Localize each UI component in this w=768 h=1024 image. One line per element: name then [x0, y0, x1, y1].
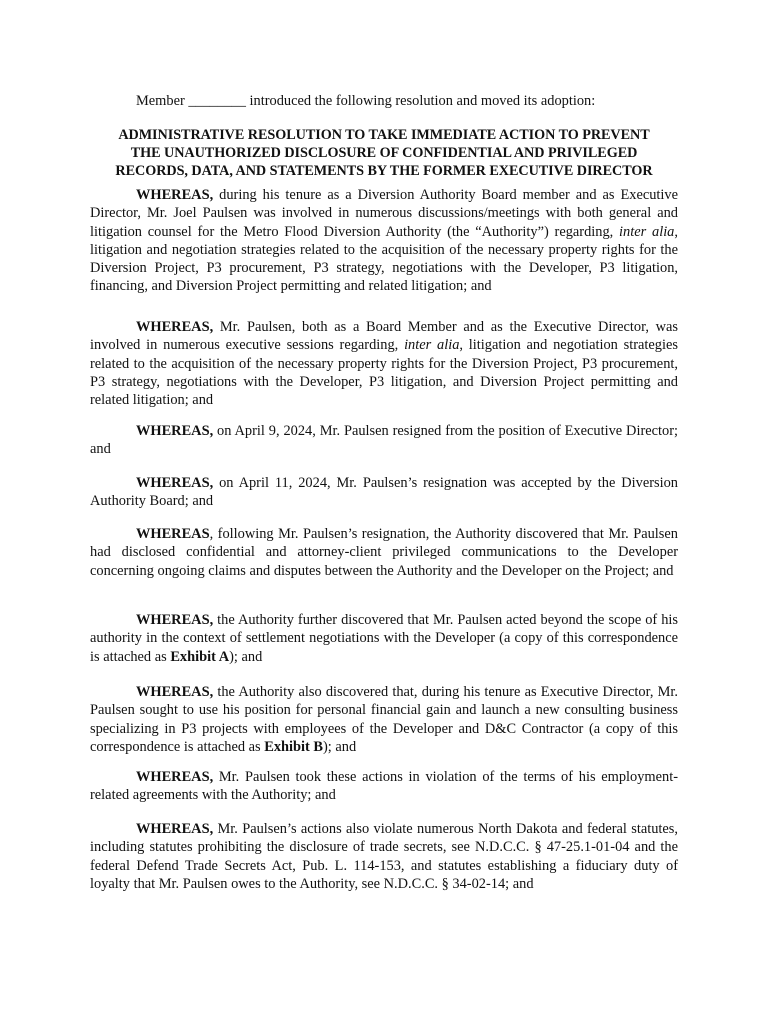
title-line-2: THE UNAUTHORIZED DISCLOSURE OF CONFIDENTIAL AND PRIVILEGED	[130, 145, 638, 161]
whereas-paragraph-5: WHEREAS, following Mr. Paulsen’s resignation, the Authority discovered that Mr. Paulsen had disclosed confidential and attorney-client privileged communications to the Developer concerning ongoing claims and disputes between the Authority and the Developer on the Project; and	[90, 526, 678, 579]
resolution-title	[90, 126, 678, 180]
exhibit-b-ref: Exhibit B	[264, 738, 324, 755]
whereas-keyword: WHEREAS,	[136, 475, 214, 491]
exhibit-a-ref: Exhibit A	[170, 648, 230, 665]
title-line-3: RECORDS, DATA, AND STATEMENTS BY THE FORMER EXECUTIVE DIRECTOR	[115, 163, 653, 179]
whereas-paragraph-8: WHEREAS, Mr. Paulsen took these actions in violation of the terms of his employment-related agreements with the Authority; and	[90, 769, 678, 804]
intro-line: Member ________ introduced the following resolution and moved its adoption:	[136, 93, 596, 109]
whereas-keyword: WHEREAS	[136, 526, 210, 542]
whereas-keyword: WHEREAS,	[136, 319, 214, 335]
whereas-paragraph-1: WHEREAS, during his tenure as a Diversion Authority Board member and as Executive Director, Mr. Joel Paulsen was involved in numerous discussions/meetings with both general and litigation counsel for the Metro Flood Diversion Authority (the “Authority”) regarding, inter alia, litigation and negotiation strategies related to the acquisition of the necessary property rights for the Diversion Project, P3 procurement, P3 strategy, negotiations with the Developer, P3 litigation, financing, and Diversion Project permitting and related litigation; and	[90, 187, 678, 295]
whereas-keyword: WHEREAS,	[136, 187, 214, 203]
whereas-paragraph-3: WHEREAS, on April 9, 2024, Mr. Paulsen resigned from the position of Executive Director; and	[90, 423, 678, 458]
whereas-keyword: WHEREAS,	[136, 684, 214, 700]
whereas-keyword: WHEREAS,	[136, 423, 214, 439]
whereas-paragraph-4: WHEREAS, on April 11, 2024, Mr. Paulsen’s resignation was accepted by the Diversion Authority Board; and	[90, 475, 678, 510]
whereas-paragraph-2: WHEREAS, Mr. Paulsen, both as a Board Member and as the Executive Director, was involved in numerous executive sessions regarding, inter alia, litigation and negotiation strategies related to the acquisition of the necessary property rights for the Diversion Project, P3 procurement, P3 strategy, negotiations with the Developer, P3 litigation, and Diversion Project permitting and related litigation; and	[90, 319, 678, 409]
whereas-paragraph-7: WHEREAS, the Authority also discovered that, during his tenure as Executive Director, Mr. Paulsen sought to use his position for personal financial gain and launch a new consulting business specializing in P3 projects with employees of the Developer and D&C Contractor (a copy of this correspondence is attached as Exhibit B); and	[90, 684, 678, 755]
whereas-keyword: WHEREAS,	[136, 821, 214, 837]
whereas-paragraph-9: WHEREAS, Mr. Paulsen’s actions also violate numerous North Dakota and federal statutes, including statutes prohibiting the disclosure of trade secrets, see N.D.C.C. § 47-25.1-01-04 and the federal Defend Trade Secrets Act, Pub. L. 114-153, and statutes establishing a fiduciary duty of loyalty that Mr. Paulsen owes to the Authority, see N.D.C.C. § 34-02-14; and	[90, 821, 678, 892]
title-line-1: ADMINISTRATIVE RESOLUTION TO TAKE IMMEDIATE ACTION TO PREVENT	[118, 127, 650, 143]
whereas-keyword: WHEREAS,	[136, 612, 214, 628]
whereas-keyword: WHEREAS,	[136, 769, 214, 785]
whereas-paragraph-6: WHEREAS, the Authority further discovered that Mr. Paulsen acted beyond the scope of his authority in the context of settlement negotiations with the Developer (a copy of this correspondence is attached as Exhibit A); and	[90, 612, 678, 665]
